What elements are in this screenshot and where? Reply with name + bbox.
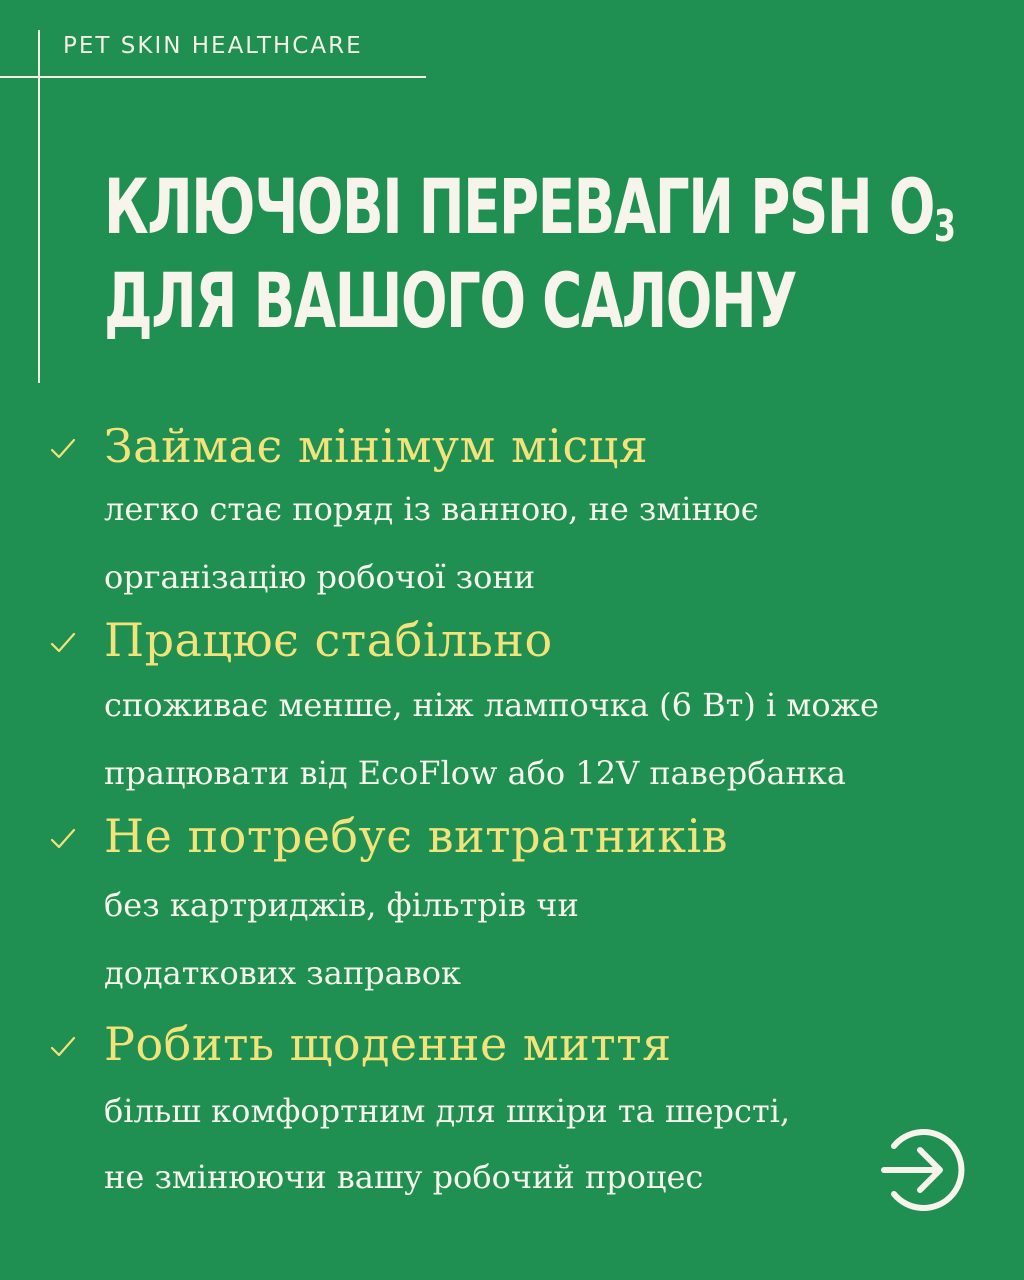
vertical-divider-line (38, 30, 40, 383)
title-line-2: ДЛЯ ВАШОГО САЛОНУ (104, 256, 796, 345)
benefit-title: Працює стабільно (104, 613, 553, 667)
brand-label: PET SKIN HEALTHCARE (63, 33, 363, 59)
benefit-title: Робить щоденне миття (104, 1017, 672, 1071)
title-subscript: 3 (933, 201, 956, 252)
benefit-description-line-1: без картриджів, фільтрів чи (104, 886, 579, 924)
benefit-description-line-2: організацію робочої зони (104, 558, 536, 596)
benefit-title: Не потребує витратників (104, 809, 729, 863)
check-icon (48, 628, 78, 658)
check-icon (48, 824, 78, 854)
title-line-1-text: КЛЮЧОВІ ПЕРЕВАГИ PSH O (104, 162, 934, 251)
benefit-description-line-2: не змінюючи вашу робочий процес (104, 1158, 704, 1196)
page-title (104, 160, 1024, 348)
benefit-description-line-1: споживає менше, ніж лампочка (6 Вт) і може (104, 686, 879, 724)
title-line-1 (104, 160, 956, 254)
benefit-description-line-1: легко стає поряд із ванною, не змінює (104, 490, 759, 528)
benefit-description-line-1: більш комфортним для шкіри та шерсті, (104, 1092, 791, 1130)
benefit-title: Займає мінімум місця (104, 419, 649, 473)
benefit-description-line-2: додаткових заправок (104, 954, 461, 992)
benefit-description-line-2: працювати від EcoFlow або 12V павербанка (104, 754, 846, 792)
horizontal-divider-line (0, 76, 426, 78)
arrow-right-circle-icon[interactable] (880, 1124, 966, 1216)
check-icon (48, 434, 78, 464)
check-icon (48, 1032, 78, 1062)
